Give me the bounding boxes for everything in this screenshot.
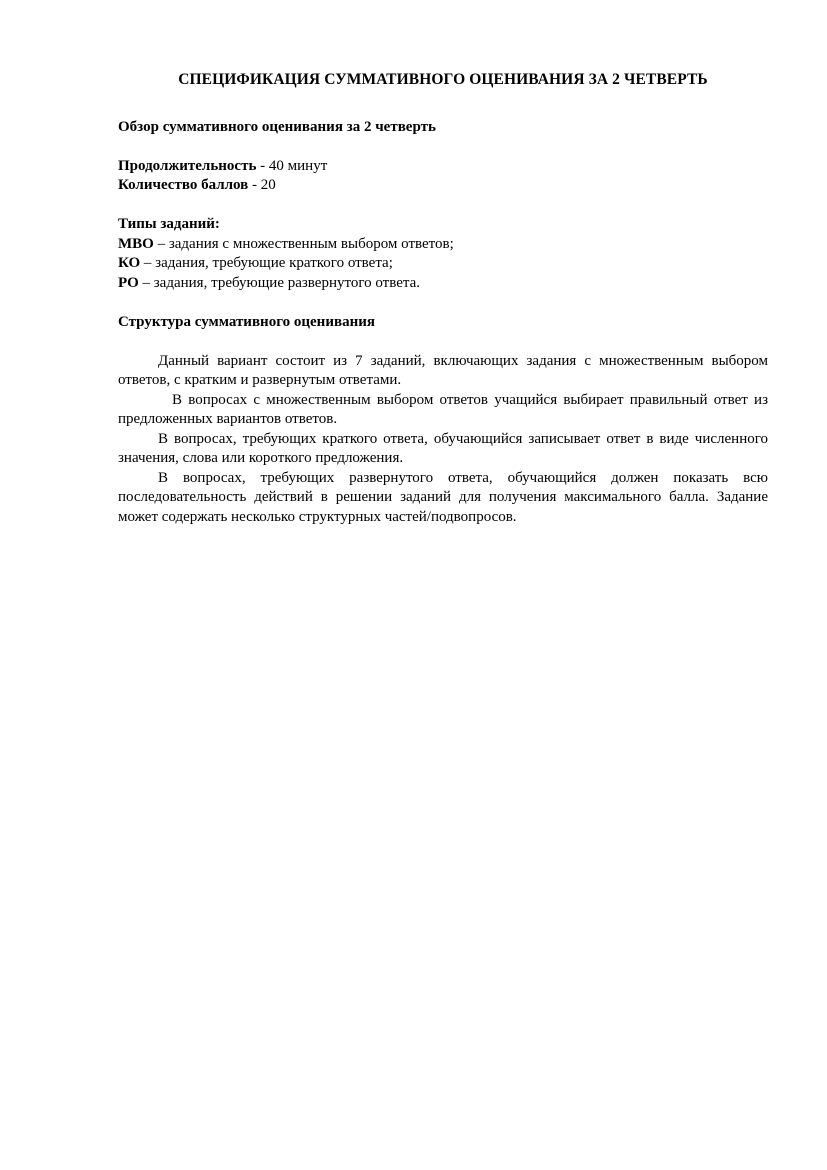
points-line: [118, 176, 768, 196]
task-type-abbr: МВО: [118, 235, 154, 252]
task-type-item: [118, 274, 768, 294]
body-paragraph: В вопросах, требующих развернутого ответа, обучающийся должен показать всю последовательность действий в решении заданий для получения максимального балла. Задание может содержать несколько структурных частей/подвопросов.: [118, 469, 768, 525]
spacer: [118, 332, 768, 352]
duration-line: [118, 157, 768, 177]
task-type-abbr: РО: [118, 274, 139, 291]
task-type-description: – задания, требующие развернутого ответа.: [138, 274, 421, 291]
body-paragraph: Данный вариант состоит из 7 заданий, включающих задания с множественным выбором ответов, с кратким и развернутым ответами.: [118, 352, 768, 388]
task-type-item: [118, 235, 768, 255]
task-types-heading: Типы заданий:: [118, 216, 220, 232]
points-label: Количество баллов: [118, 177, 249, 193]
body-paragraph: В вопросах с множественным выбором ответов учащийся выбирает правильный ответ из предложенных вариантов ответов.: [118, 391, 768, 427]
spacer: [118, 293, 768, 313]
duration-value: 40 минут: [268, 157, 328, 174]
document-content: [118, 70, 768, 527]
points-value: 20: [260, 177, 276, 193]
task-type-item: [118, 254, 768, 274]
overview-heading: Обзор суммативного оценивания за 2 четверть: [118, 118, 436, 135]
duration-label: Продолжительность: [118, 157, 257, 174]
spacer: [118, 137, 768, 157]
duration-separator: -: [256, 157, 269, 174]
spacer: [118, 196, 768, 216]
structure-heading: Структура суммативного оценивания: [118, 313, 375, 330]
task-type-description: – задания с множественным выбором ответов;: [153, 235, 454, 252]
points-separator: -: [248, 177, 261, 193]
task-type-description: – задания, требующие краткого ответа;: [140, 255, 393, 271]
page-title: СПЕЦИФИКАЦИЯ СУММАТИВНОГО ОЦЕНИВАНИЯ ЗА 2 ЧЕТВЕРТЬ: [178, 71, 708, 88]
body-paragraph: В вопросах, требующих краткого ответа, обучающийся записывает ответ в виде численного значения, слова или короткого предложения.: [118, 430, 768, 466]
task-type-abbr: КО: [118, 255, 141, 271]
